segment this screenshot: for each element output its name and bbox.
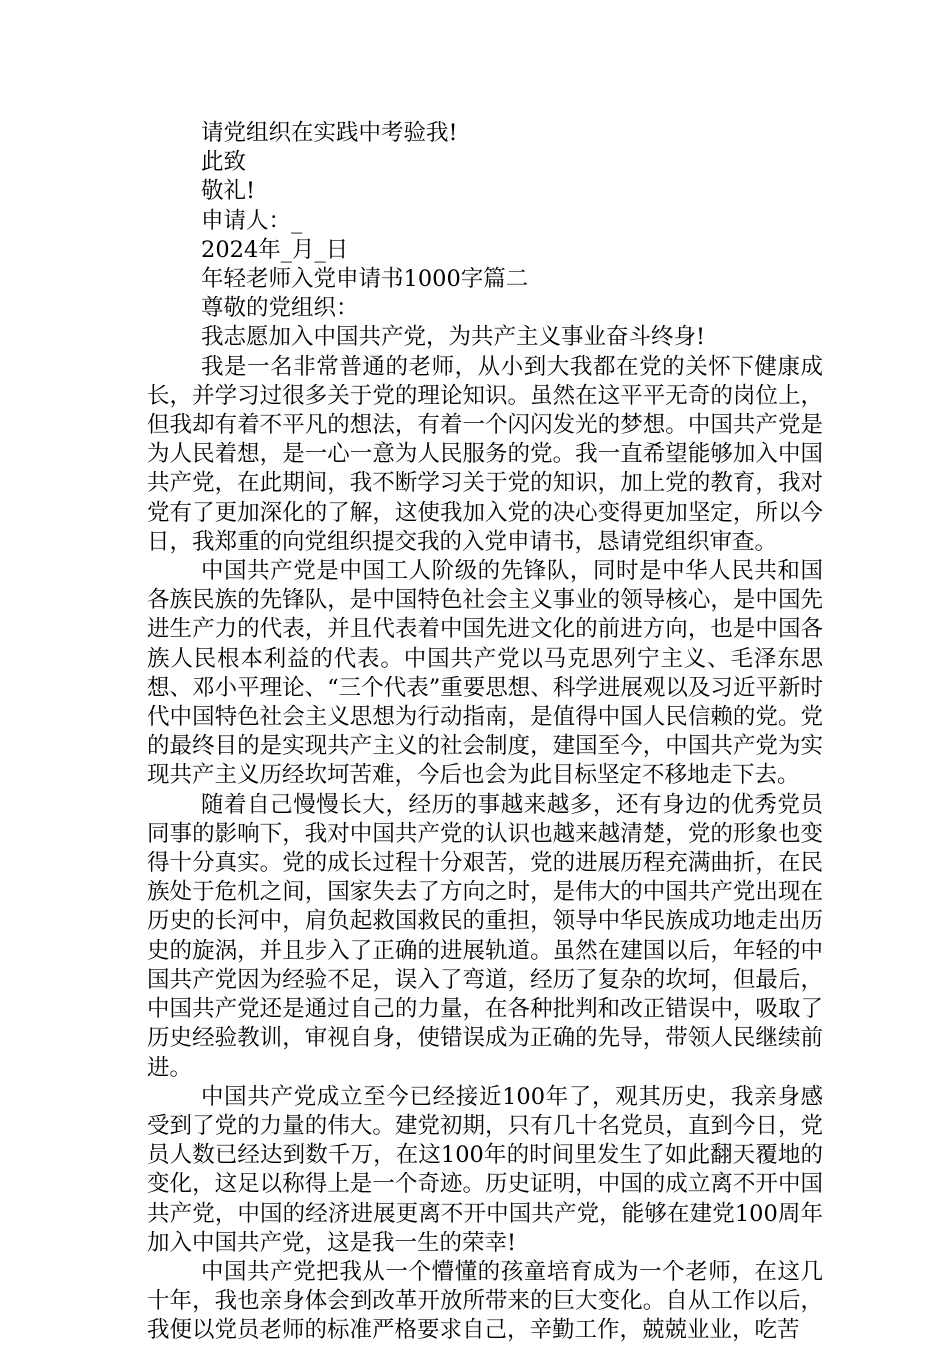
date-line: 2024年_月_日 bbox=[201, 236, 349, 263]
applicant-line: 申请人：_ bbox=[201, 207, 303, 234]
paragraph-5: 中国共产党把我从一个懵懂的孩童培育成为一个老师，在这几十年，我也亲身体会到改革开放所带来的巨大变化。自从工作以后，我便以党员老师的标准严格要求自己，辛勤工作，兢兢业业，吃苦 bbox=[147, 1258, 823, 1344]
paragraph-4: 中国共产党成立至今已经接近100年了，观其历史，我亲身感受到了党的力量的伟大。建党初期，只有几十名党员，直到今日，党员人数已经达到数千万，在这100年的时间里发生了如此翻天覆地的变化，这足以称得上是一个奇迹。历史证明，中国的成立离不开中国共产党，中国的经济进展更离不开中国共产党，能够在建党100周年加入中国共产党，这是我一生的荣幸! bbox=[147, 1083, 823, 1256]
greeting-line: 尊敬的党组织： bbox=[201, 295, 359, 322]
salutation-jingli: 敬礼! bbox=[201, 178, 256, 205]
section-title: 年轻老师入党申请书1000字篇二 bbox=[201, 266, 529, 293]
paragraph-3: 随着自己慢慢长大，经历的事越来越多，还有身边的优秀党员同事的影响下，我对中国共产党的认识也越来越清楚，党的形象也变得十分真实。党的成长过程十分艰苦，党的进展历程充满曲折，在民族处于危机之间，国家失去了方向之时，是伟大的中国共产党出现在历史的长河中，肩负起救国救民的重担，领导中华民族成功地走出历史的旋涡，并且步入了正确的进展轨道。虽然在建国以后，年轻的中国共产党因为经验不足，误入了弯道，经历了复杂的坎坷，但最后，中国共产党还是通过自己的力量，在各种批判和改正错误中，吸取了历史经验教训，审视自身，使错误成为正确的先导，带领人民继续前进。 bbox=[147, 791, 823, 1081]
document-body bbox=[147, 119, 823, 1346]
paragraph-1: 我是一名非常普通的老师，从小到大我都在党的关怀下健康成长，并学习过很多关于党的理论知识。虽然在这平平无奇的岗位上，但我却有着不平凡的想法，有着一个闪闪发光的梦想。中国共产党是为人民着想，是一心一意为人民服务的党。我一直希望能够加入中国共产党，在此期间，我不断学习关于党的知识，加上党的教育，我对党有了更加深化的了解，这使我加入党的决心变得更加坚定，所以今日，我郑重的向党组织提交我的入党申请书，恳请党组织审查。 bbox=[147, 353, 823, 555]
paragraph-2: 中国共产党是中国工人阶级的先锋队，同时是中华人民共和国各族民族的先锋队，是中国特色社会主义事业的领导核心，是中国先进生产力的代表，并且代表着中国先进文化的前进方向，也是中国各族人民根本利益的代表。中国共产党以马克思列宁主义、毛泽东思想、邓小平理论、“三个代表”重要思想、科学进展观以及习近平新时代中国特色社会主义思想为行动指南，是值得中国人民信赖的党。党的最终目的是实现共产主义的社会制度，建国至今，中国共产党为实现共产主义历经坎坷苦难，今后也会为此目标坚定不移地走下去。 bbox=[147, 558, 823, 789]
closing-line-test: 请党组织在实践中考验我! bbox=[201, 120, 458, 146]
salutation-cizhi: 此致 bbox=[201, 149, 247, 176]
pledge-line: 我志愿加入中国共产党，为共产主义事业奋斗终身! bbox=[201, 324, 706, 351]
